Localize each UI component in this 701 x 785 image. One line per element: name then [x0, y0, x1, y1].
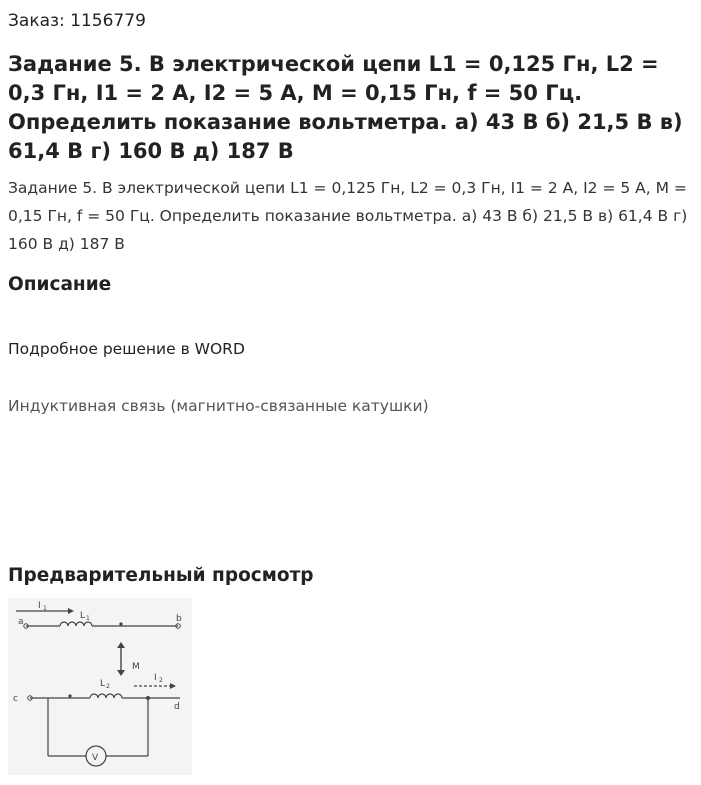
label-l1-sub: 1 — [86, 615, 90, 622]
current-i1-arrowhead-icon — [68, 608, 74, 614]
order-number: Заказ: 1156779 — [8, 11, 146, 31]
description-line-topic: Индуктивная связь (магнитно-связанные катушки) — [8, 397, 429, 415]
polarity-dot-l1 — [119, 622, 122, 625]
label-l2: L — [100, 679, 106, 689]
task-text: Задание 5. В электрической цепи L1 = 0,125 Гн, L2 = 0,3 Гн, I1 = 2 А, I2 = 5 А, M = 0,15 Гн, f = 50 Гц. Определить показание вольтметра. а) 43 В б) 21,5 В в) 61,4 В г) 160 В д) 187 В — [8, 179, 688, 253]
label-node-b: b — [176, 614, 182, 624]
junction-d — [146, 696, 150, 700]
lower-branch — [30, 686, 180, 766]
label-i1: I — [38, 601, 41, 611]
label-l2-sub: 2 — [106, 683, 110, 690]
mutual-inductance-arrow — [117, 642, 125, 676]
circuit-diagram — [8, 598, 192, 775]
polarity-dot-l2 — [68, 694, 71, 697]
label-node-a: a — [18, 617, 24, 627]
circuit-preview-image[interactable] — [8, 598, 192, 775]
label-i2-sub: 2 — [159, 677, 163, 684]
label-node-c: c — [13, 694, 18, 704]
inductor-l1-icon — [60, 622, 92, 626]
task-title: Задание 5. В электрической цепи L1 = 0,125 Гн, L2 = 0,3 Гн, I1 = 2 А, I2 = 5 А, M = 0,15 Гн, f = 50 Гц. Определить показание вольтметра. а) 43 В б) 21,5 В в) 61,4 В г) 160 В д) 187 В — [8, 52, 683, 163]
description-heading: Описание — [8, 274, 112, 295]
preview-heading: Предварительный просмотр — [8, 565, 314, 586]
current-i2-arrowhead-icon — [170, 683, 176, 689]
label-l1: L — [80, 611, 86, 621]
label-voltmeter: V — [92, 753, 99, 763]
inductor-l2-icon — [90, 694, 122, 698]
label-node-d: d — [174, 702, 180, 712]
label-m: M — [132, 662, 140, 672]
label-i2: I — [154, 673, 157, 683]
label-i1-sub: 1 — [43, 605, 47, 612]
description-line-word: Подробное решение в WORD — [8, 340, 245, 358]
